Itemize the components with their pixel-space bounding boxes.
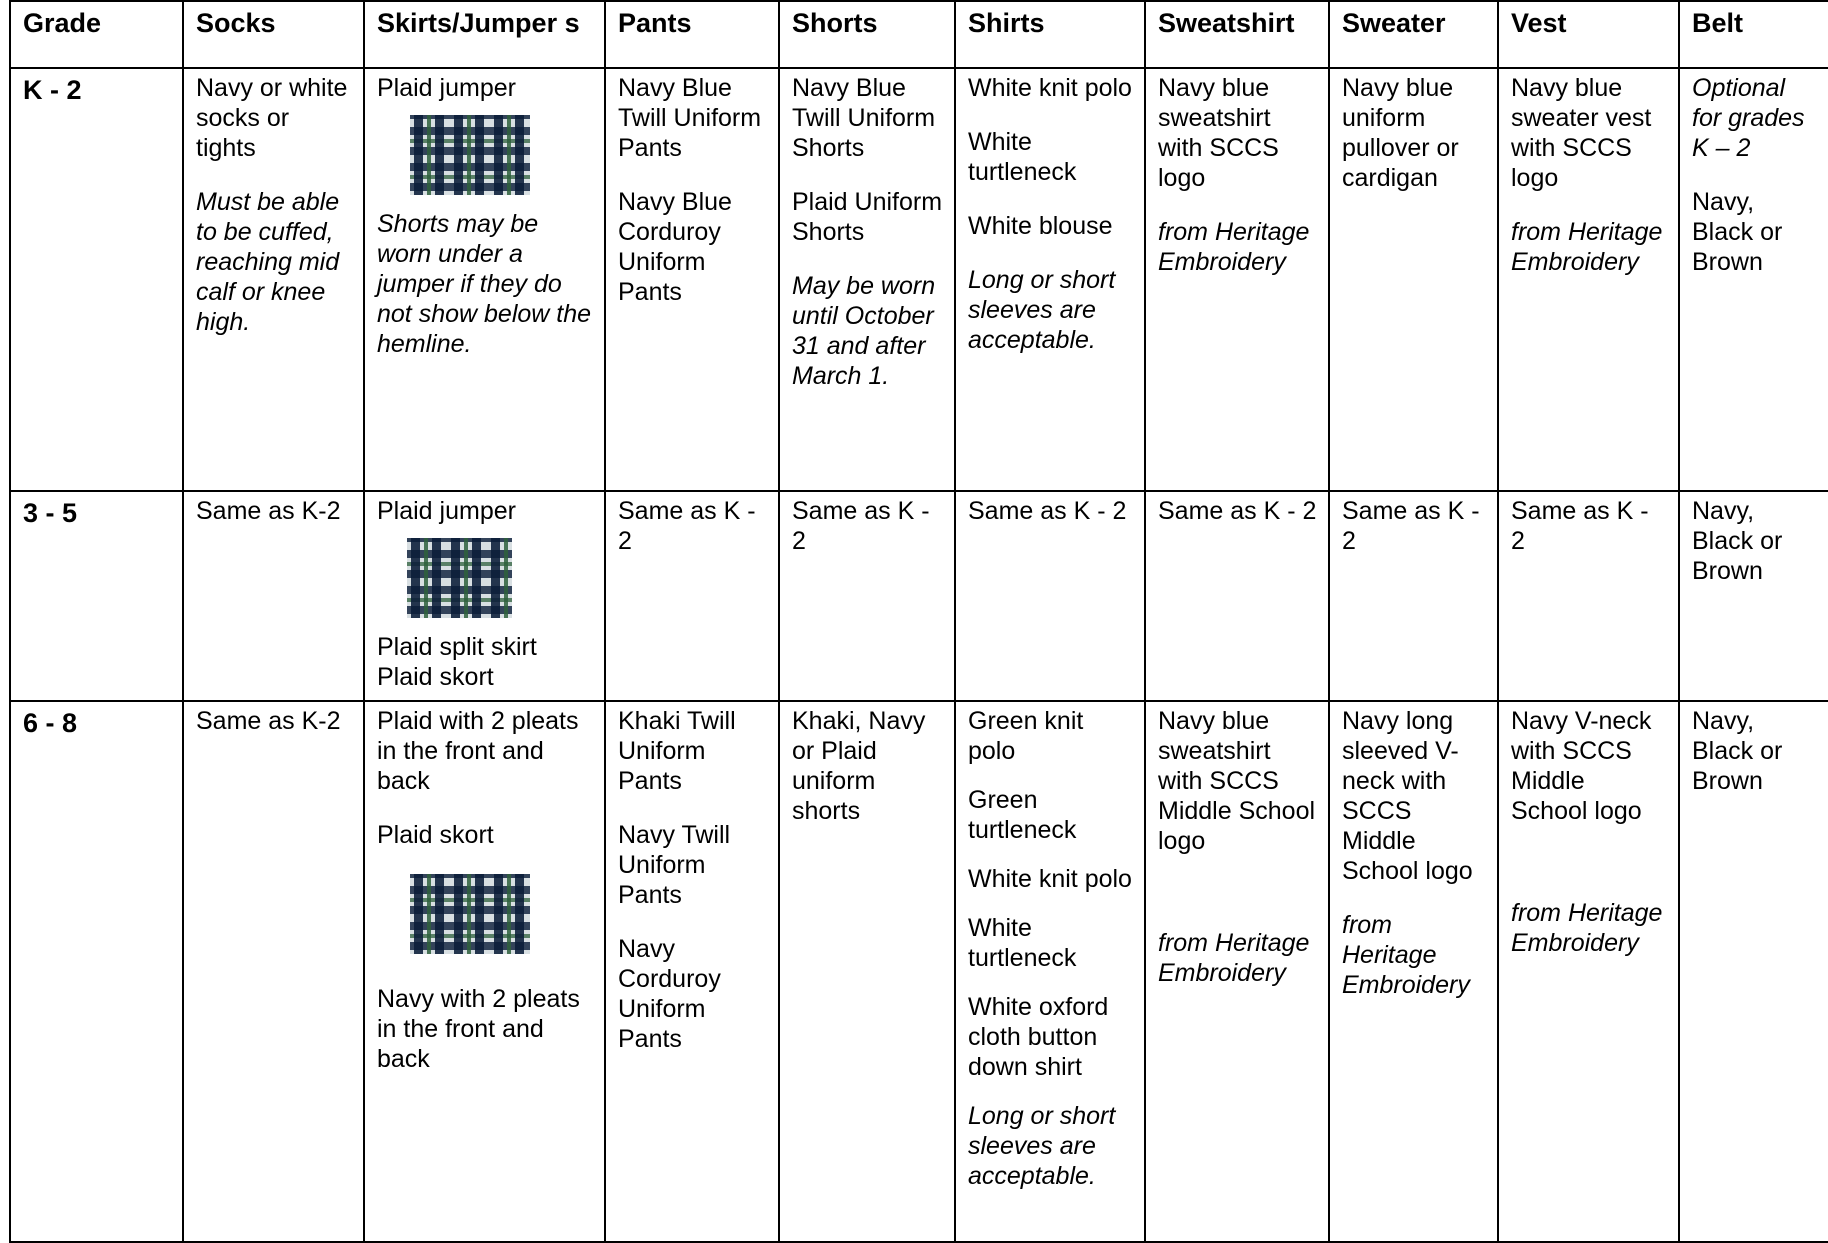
table-row: [10, 68, 1828, 491]
shirts-cell: [955, 701, 1145, 1242]
cell-text: Khaki, Navy or Plaid uniform shorts: [792, 707, 926, 825]
shorts-cell: [779, 701, 955, 1242]
cell-note: from Heritage Embroidery: [1158, 218, 1310, 276]
sweater-cell: [1329, 701, 1498, 1242]
vest-cell: [1498, 701, 1679, 1242]
header-vest: Vest: [1498, 1, 1679, 68]
plaid-swatch-icon: [410, 115, 530, 195]
cell-text: Navy blue uniform pullover or cardigan: [1342, 74, 1459, 192]
cell-text: Plaid jumper: [377, 74, 516, 102]
cell-text: Khaki Twill Uniform Pants: [618, 707, 736, 795]
cell-text: Navy long sleeved V-neck with SCCS Middle School logo: [1342, 707, 1473, 885]
cell-text: Same as K - 2: [1158, 497, 1317, 525]
sweatshirt-cell: [1145, 491, 1329, 701]
cell-text: Plaid split skirt: [377, 633, 537, 661]
cell-text: White knit polo: [968, 74, 1132, 102]
cell-text: White knit polo: [968, 865, 1132, 893]
sweatshirt-cell: [1145, 68, 1329, 491]
grade-cell: 6 - 8: [10, 701, 183, 1242]
header-sweatshirt: Sweatshirt: [1145, 1, 1329, 68]
shirts-cell: [955, 68, 1145, 491]
plaid-swatch-icon: [410, 874, 530, 954]
pants-cell: [605, 491, 779, 701]
cell-text: Navy Blue Corduroy Uniform Pants: [618, 188, 732, 306]
cell-text: Plaid jumper: [377, 497, 516, 525]
shorts-cell: [779, 491, 955, 701]
cell-text: Plaid skort: [377, 821, 494, 849]
cell-text: Navy Twill Uniform Pants: [618, 821, 731, 909]
cell-note: from Heritage Embroidery: [1511, 899, 1663, 957]
grade-cell: K - 2: [10, 68, 183, 491]
cell-text: Same as K - 2: [968, 497, 1127, 525]
cell-text: Navy, Black or Brown: [1692, 497, 1783, 585]
socks-cell: [183, 68, 364, 491]
cell-text: White turtleneck: [968, 128, 1077, 186]
belt-cell: [1679, 701, 1828, 1242]
cell-text: Same as K - 2: [1342, 497, 1480, 555]
header-belt: Belt: [1679, 1, 1828, 68]
cell-text: Navy Blue Twill Uniform Shorts: [792, 74, 936, 162]
cell-text: Navy blue sweater vest with SCCS logo: [1511, 74, 1652, 192]
sweater-cell: [1329, 491, 1498, 701]
cell-text: Navy Corduroy Uniform Pants: [618, 935, 721, 1053]
cell-text: White turtleneck: [968, 914, 1077, 972]
plaid-swatch-icon: [407, 538, 512, 618]
belt-cell: [1679, 491, 1828, 701]
header-socks: Socks: [183, 1, 364, 68]
cell-text: Navy blue sweatshirt with SCCS Middle School logo: [1158, 707, 1316, 855]
cell-text: Same as K-2: [196, 707, 341, 735]
skirts-cell: [364, 68, 605, 491]
sweater-cell: [1329, 68, 1498, 491]
cell-note: Must be able to be cuffed, reaching mid calf or knee high.: [196, 188, 340, 336]
cell-text: Same as K - 2: [792, 497, 930, 555]
cell-text: Navy Blue Twill Uniform Pants: [618, 74, 762, 162]
header-grade: Grade: [10, 1, 183, 68]
table-row: [10, 701, 1828, 1242]
grade-cell: 3 - 5: [10, 491, 183, 701]
pants-cell: [605, 701, 779, 1242]
cell-text: Same as K-2: [196, 497, 341, 525]
cell-text: Green turtleneck: [968, 786, 1077, 844]
table-row: [10, 491, 1828, 701]
cell-note: from Heritage Embroidery: [1158, 929, 1310, 987]
uniform-table: [9, 0, 1828, 1243]
header-row: [10, 1, 1828, 68]
cell-text: Navy blue sweatshirt with SCCS logo: [1158, 74, 1279, 192]
cell-text: Navy with 2 pleats in the front and back: [377, 985, 580, 1073]
cell-text: Navy V-neck with SCCS Middle School logo: [1511, 707, 1652, 825]
cell-text: Plaid skort: [377, 663, 494, 691]
belt-cell: [1679, 68, 1828, 491]
header-shirts: Shirts: [955, 1, 1145, 68]
skirts-cell: [364, 491, 605, 701]
cell-note: May be worn until October 31 and after March 1.: [792, 272, 936, 390]
skirts-cell: [364, 701, 605, 1242]
cell-text: Plaid with 2 pleats in the front and back: [377, 707, 579, 795]
cell-note: Long or short sleeves are acceptable.: [968, 266, 1116, 354]
cell-text: Green knit polo: [968, 707, 1084, 765]
cell-text: Same as K - 2: [1511, 497, 1649, 555]
cell-note: Optional for grades K – 2: [1692, 74, 1805, 162]
header-pants: Pants: [605, 1, 779, 68]
header-skirts: Skirts/Jumper s: [364, 1, 605, 68]
cell-note: from Heritage Embroidery: [1342, 911, 1470, 999]
cell-text: Plaid Uniform Shorts: [792, 188, 943, 246]
vest-cell: [1498, 68, 1679, 491]
cell-text: White blouse: [968, 212, 1113, 240]
pants-cell: [605, 68, 779, 491]
cell-note: Shorts may be worn under a jumper if they do not show below the hemline.: [377, 210, 592, 358]
cell-note: from Heritage Embroidery: [1511, 218, 1663, 276]
socks-cell: [183, 491, 364, 701]
sweatshirt-cell: [1145, 701, 1329, 1242]
cell-text: Navy, Black or Brown: [1692, 707, 1783, 795]
shorts-cell: [779, 68, 955, 491]
shirts-cell: [955, 491, 1145, 701]
cell-text: White oxford cloth button down shirt: [968, 993, 1109, 1081]
cell-note: Long or short sleeves are acceptable.: [968, 1102, 1116, 1190]
socks-cell: [183, 701, 364, 1242]
cell-text: Same as K - 2: [618, 497, 756, 555]
cell-text: Navy, Black or Brown: [1692, 188, 1783, 276]
vest-cell: [1498, 491, 1679, 701]
header-sweater: Sweater: [1329, 1, 1498, 68]
cell-text: Navy or white socks or tights: [196, 74, 348, 162]
header-shorts: Shorts: [779, 1, 955, 68]
